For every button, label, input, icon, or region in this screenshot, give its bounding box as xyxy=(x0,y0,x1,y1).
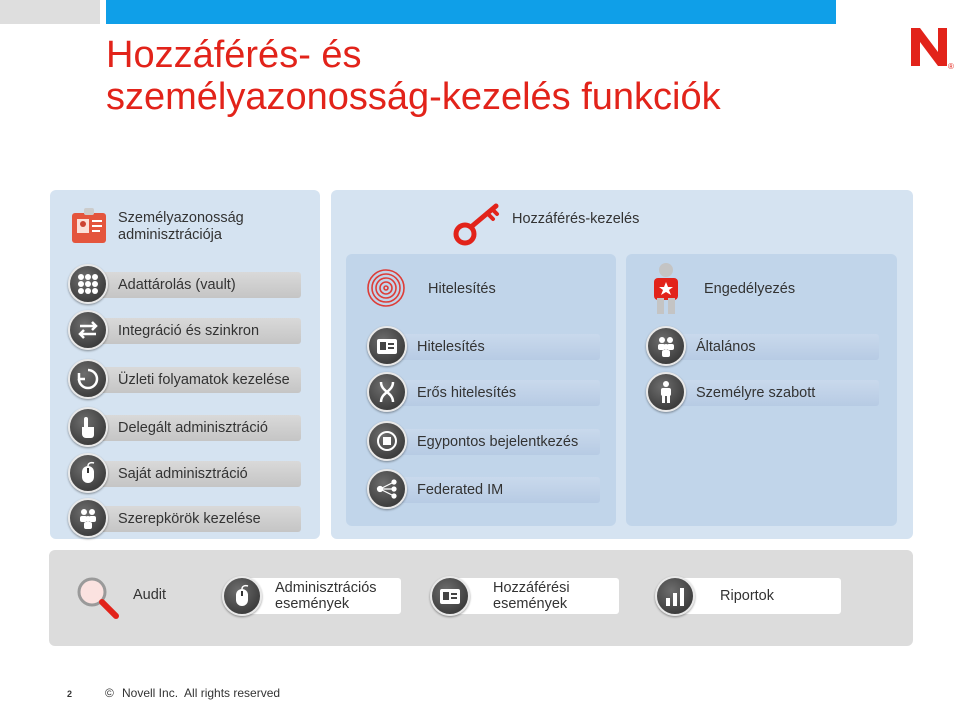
authorization-header: Engedélyezés xyxy=(704,281,796,297)
authz-item-general[interactable] xyxy=(652,334,879,360)
magnifier-icon xyxy=(72,574,122,620)
key-icon xyxy=(452,200,502,246)
left-item-label: Delegált adminisztráció xyxy=(118,420,268,436)
left-item-label: Szerepkörök kezelése xyxy=(118,511,261,527)
bar-chart-icon xyxy=(655,576,695,616)
title-line-2: személyazonosság-kezelés funkciók xyxy=(106,76,721,118)
bottom-item-audit[interactable]: Audit xyxy=(133,587,167,603)
auth-item-federated-im[interactable] xyxy=(373,477,600,503)
left-item-integration[interactable] xyxy=(74,318,301,344)
id-card-icon xyxy=(367,326,407,366)
copyright-symbol: © xyxy=(105,686,114,700)
auth-item-label: Hitelesítés xyxy=(417,339,485,355)
grid-dots-icon xyxy=(68,264,108,304)
person-star-icon xyxy=(648,262,684,316)
left-item-vault[interactable] xyxy=(74,272,301,298)
people-group-icon xyxy=(646,326,686,366)
copyright-text: Novell Inc. All rights reserved xyxy=(122,686,281,700)
identity-admin-header-line-2: adminisztrációja xyxy=(118,227,222,243)
auth-item-strong-auth[interactable] xyxy=(373,380,600,406)
admin-events-line-1: Adminisztrációs xyxy=(275,580,377,596)
access-events-line-2: események xyxy=(493,596,568,612)
auth-item-sso[interactable] xyxy=(373,429,600,455)
access-management-header: Hozzáférés-kezelés xyxy=(512,211,640,227)
person-icon xyxy=(646,372,686,412)
left-item-label: Üzleti folyamatok kezelése xyxy=(118,372,290,388)
id-card-icon xyxy=(68,205,110,249)
hand-pointer-icon xyxy=(68,407,108,447)
mouse-icon xyxy=(222,576,262,616)
top-gray-bar xyxy=(0,0,100,24)
id-card-icon xyxy=(430,576,470,616)
left-item-label: Integráció és szinkron xyxy=(118,323,260,339)
bottom-item-admin-events[interactable] xyxy=(239,578,401,614)
left-item-label: Adattárolás (vault) xyxy=(118,277,236,293)
logo-registered-mark: ® xyxy=(948,62,954,70)
novell-logo xyxy=(908,22,954,70)
access-events-label xyxy=(493,580,570,612)
auth-item-label: Egypontos bejelentkezés xyxy=(417,434,579,450)
auth-item-label: Federated IM xyxy=(417,482,504,498)
sync-arrows-icon xyxy=(68,310,108,350)
authz-item-personalized[interactable] xyxy=(652,380,879,406)
page-title xyxy=(106,34,866,118)
left-item-delegated-admin[interactable] xyxy=(74,415,301,441)
left-item-business-process[interactable] xyxy=(74,367,301,393)
auth-item-authentication[interactable] xyxy=(373,334,600,360)
authentication-header: Hitelesítés xyxy=(428,281,496,297)
dna-icon xyxy=(367,372,407,412)
reports-label: Riportok xyxy=(720,588,774,604)
title-line-1: Hozzáférés- és xyxy=(106,34,362,76)
identity-admin-header-line-1: Személyazonosság xyxy=(118,210,244,226)
left-item-label: Saját adminisztráció xyxy=(118,466,248,482)
left-item-self-admin[interactable] xyxy=(74,461,301,487)
top-blue-bar xyxy=(106,0,836,24)
mouse-icon xyxy=(68,453,108,493)
authz-item-label: Általános xyxy=(696,339,756,355)
identity-admin-header xyxy=(118,210,244,244)
people-group-icon xyxy=(68,498,108,538)
bottom-item-reports[interactable] xyxy=(672,578,841,614)
page-number: 2 xyxy=(67,689,73,699)
stop-square-icon xyxy=(367,421,407,461)
auth-item-label: Erős hitelesítés xyxy=(417,385,517,401)
admin-events-label xyxy=(275,580,377,612)
admin-events-line-2: események xyxy=(275,596,350,612)
access-events-line-1: Hozzáférési xyxy=(493,580,570,596)
left-item-roles[interactable] xyxy=(74,506,301,532)
cycle-icon xyxy=(68,359,108,399)
network-icon xyxy=(367,469,407,509)
fingerprint-icon xyxy=(363,266,409,310)
bottom-item-access-events[interactable] xyxy=(447,578,619,614)
authz-item-label: Személyre szabott xyxy=(696,385,816,401)
